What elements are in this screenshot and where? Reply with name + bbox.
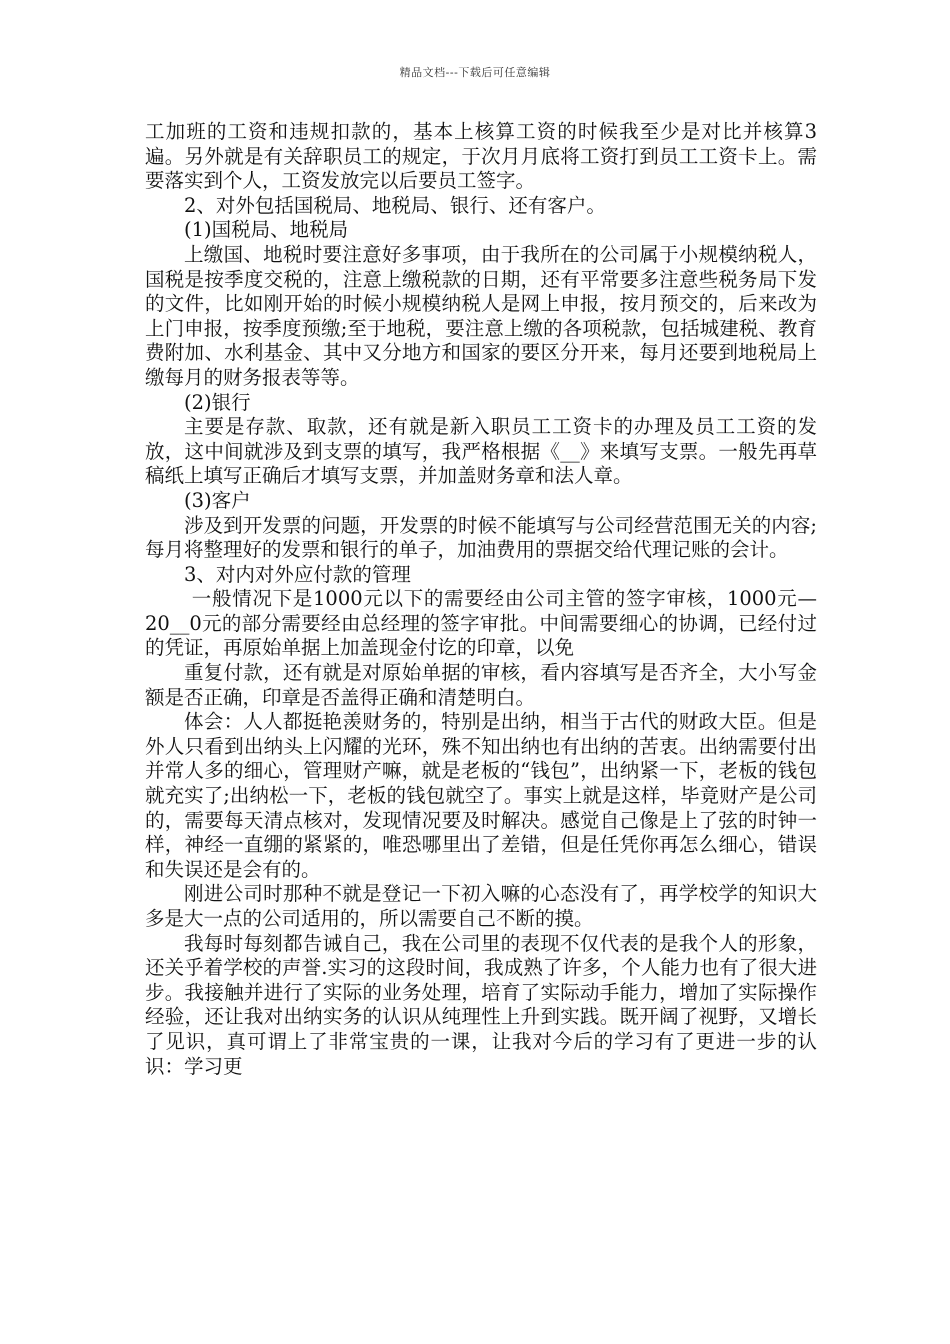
page-header: 精品文档---下载后可任意编辑	[399, 66, 551, 79]
paragraph: 上缴国、地税时要注意好多事项，由于我所在的公司属于小规模纳税人，国税是按季度交税的，注意上缴税款的日期，还有平常要多注意些税务局下发的文件，比如刚开始的时候小规模纳税人是网上申报，按月预交的，后来改为上门申报，按季度预缴;至于地税，要注意上缴的各项税款，包括城建税、教育费附加、水利基金、其中又分地方和国家的要区分开来，每月还要到地税局上缴每月的财务报表等等。	[145, 242, 817, 389]
paragraph: 2、对外包括国税局、地税局、银行、还有客户。	[184, 193, 606, 217]
paragraph: 体会：人人都挺艳羡财务的，特别是出纳，相当于古代的财政大臣。但是外人只看到出纳头上闪耀的光环，殊不知出纳也有出纳的苦衷。出纳需要付出并常人多的细心，管理财产嘛，就是老板的“钱包”，出纳紧一下，老板的钱包就充实了;出纳松一下，老板的钱包就空了。事实上就是这样，毕竟财产是公司的，需要每天清点核对，发现情况要及时解决。感觉自己像是上了弦的时钟一样，神经一直绷的紧紧的，唯恐哪里出了差错，但是任凭你再怎么细心，错误和失误还是会有的。	[145, 710, 817, 881]
document-body	[145, 120, 817, 1079]
paragraph: 一般情况下是1000元以下的需要经由公司主管的签字审核，1000元—20__0元的部分需要经由总经理的签字审批。中间需要细心的协调，已经付过的凭证，再原始单据上加盖现金付讫的印章，以免	[145, 587, 817, 660]
paragraph: 刚进公司时那种不就是登记一下初入嘛的心态没有了，再学校学的知识大多是大一点的公司适用的，所以需要自己不断的摸。	[145, 882, 817, 930]
paragraph: 工加班的工资和违规扣款的，基本上核算工资的时候我至少是对比并核算3遍。另外就是有关辞职员工的规定，于次月月底将工资打到员工工资卡上。需要落实到个人，工资发放完以后要员工签字。	[145, 120, 817, 193]
paragraph: 重复付款，还有就是对原始单据的审核，看内容填写是否齐全，大小写金额是否正确，印章是否盖得正确和清楚明白。	[145, 661, 817, 709]
paragraph: (3)客户	[184, 488, 251, 512]
paragraph: 主要是存款、取款，还有就是新入职员工工资卡的办理及员工工资的发放，这中间就涉及到支票的填写，我严格根据《__》来填写支票。一般先再草稿纸上填写正确后才填写支票，并加盖财务章和法人章。	[145, 415, 817, 488]
paragraph: 涉及到开发票的问题，开发票的时候不能填写与公司经营范围无关的内容;每月将整理好的发票和银行的单子，加油费用的票据交给代理记账的会计。	[145, 513, 817, 562]
paragraph: 我每时每刻都告诫自己，我在公司里的表现不仅代表的是我个人的形象，还关乎着学校的声誉.实习的这段时间，我成熟了许多，个人能力也有了很大进步。我接触并进行了实际的业务处理，培育了实际动手能力，增加了实际操作经验，还让我对出纳实务的认识从纯理性上升到实践。既开阔了视野，又增长了见识，真可谓上了非常宝贵的一课，让我对今后的学习有了更进一步的认识：学习更	[145, 931, 817, 1078]
paragraph: (1)国税局、地税局	[184, 218, 349, 242]
paragraph: 3、对内对外应付款的管理	[184, 562, 411, 586]
paragraph: (2)银行	[184, 390, 251, 414]
